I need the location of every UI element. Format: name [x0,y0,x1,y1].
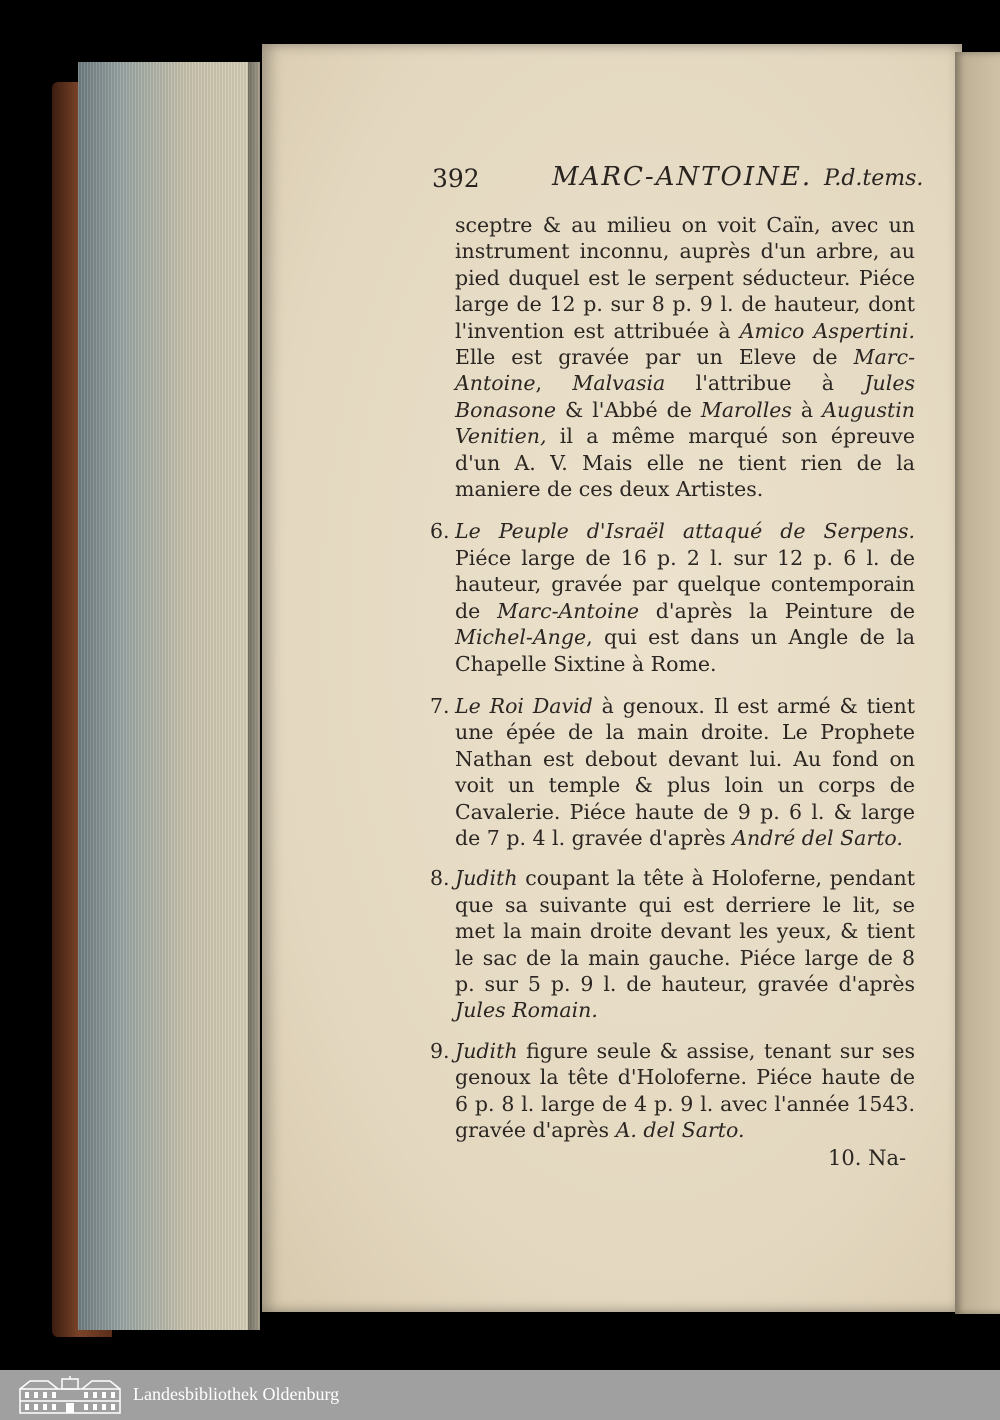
page-edges-stack [78,62,260,1330]
section-marker: P.d.tems. [824,166,924,191]
facing-page-edge [955,52,1000,1314]
paragraph-continued: sceptre & au milieu on voit Caïn, avec un instrument inconnu, auprès d'un arbre, au pied duquel est le serpent séducteur. Piéce large de 12 p. sur 8 p. 9 l. de hauteur, dont l'invention est attribuée à Amico Aspertini. Elle est gravée par un Eleve de Marc-Antoine, Malvasia l'attribue à Jules Bonasone & l'Abbé de Marolles à Augustin Venitien, il a même marqué son épreuve d'un A. V. Mais elle ne tient rien de la maniere de ces deux Artistes. [455,213,915,502]
entry-number: 9. [430,1038,450,1063]
entry-6: 6. Le Peuple d'Israël attaqué de Serpens. Piéce large de 16 p. 2 l. sur 12 p. 6 l. de hauteur, gravée par quelque contemporain de Marc-Antoine d'après la Peinture de Michel-Ange, qui est dans un Angle de la Chapelle Sixtine à Rome. [430,519,915,676]
library-building-icon [18,1375,122,1415]
entry-8: 8. Judith coupant la tête à Holoferne, pendant que sa suivante qui est derriere le lit, se met la main droite devant les yeux, & tient le sac de la main gauche. Piéce large de 8 p. sur 5 p. 9 l. de hauteur, gravée d'après Jules Romain. [430,866,915,1023]
catchword: 10. Na- [828,1146,907,1170]
entry-number: 7. [430,693,450,718]
entry-7: 7. Le Roi David à genoux. Il est armé & tient une épée de la main droite. Le Prophete Nathan est debout devant lui. Au fond on voit un temple & plus loin un corps de Cavalerie. Piéce haute de 9 p. 6 l. & large de 7 p. 4 l. gravée d'après André del Sarto. [430,693,915,850]
running-title: MARC-ANTOINE. [552,162,813,192]
body-text [420,212,915,1143]
page-header [432,158,932,198]
entry-number: 6. [430,519,450,544]
entry-number: 8. [430,866,450,891]
entry-9: 9. Judith figure seule & assise, tenant sur ses genoux la tête d'Holoferne. Piéce haute de 6 p. 8 l. large de 4 p. 9 l. avec l'année 1543. gravée d'après A. del Sarto. [430,1038,915,1142]
library-footer-bar [0,1370,1000,1420]
page-number: 392 [432,164,480,193]
library-name: Landesbibliothek Oldenburg [133,1384,340,1404]
